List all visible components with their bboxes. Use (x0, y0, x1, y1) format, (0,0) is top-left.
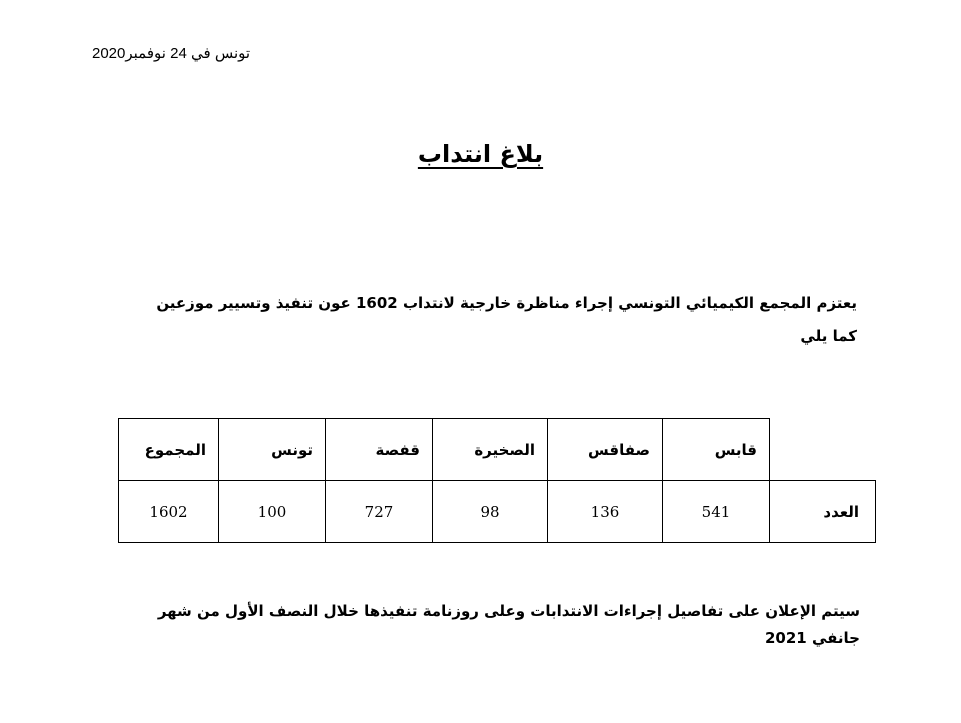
column-header: المجموع (119, 419, 219, 481)
table-cell: 541 (663, 481, 770, 543)
table-cell: 100 (219, 481, 326, 543)
intro-line-2: كما يلي (800, 327, 857, 345)
column-header: تونس (219, 419, 326, 481)
table-cell: 136 (548, 481, 663, 543)
column-header: قابس (663, 419, 770, 481)
table-cell: 727 (326, 481, 433, 543)
table-cell: 98 (433, 481, 548, 543)
table-header-row (119, 419, 876, 481)
table-row (119, 481, 876, 543)
column-header: قفصة (326, 419, 433, 481)
row-label: العدد (770, 481, 876, 543)
intro-line-1: يعتزم المجمع الكيميائي التونسي إجراء مناظرة خارجية لانتداب 1602 عون تنفيذ وتسيير موزعين (156, 294, 857, 312)
document-title: بلاغ انتداب (417, 140, 544, 168)
document-date: تونس في 24 نوفمبر2020 (92, 45, 251, 62)
table-corner-cell (770, 419, 876, 481)
column-header: صفاقس (548, 419, 663, 481)
column-header: الصخيرة (433, 419, 548, 481)
footer-line-2: جانفي 2021 (764, 629, 860, 647)
intro-paragraph (100, 287, 857, 353)
footer-line-1: سيتم الإعلان على تفاصيل إجراءات الانتدابات وعلى روزنامة تنفيذها خلال النصف الأول من شهر (157, 602, 860, 620)
table-cell: 1602 (119, 481, 219, 543)
recruitment-distribution-table (118, 418, 876, 543)
footer-paragraph (100, 598, 860, 652)
